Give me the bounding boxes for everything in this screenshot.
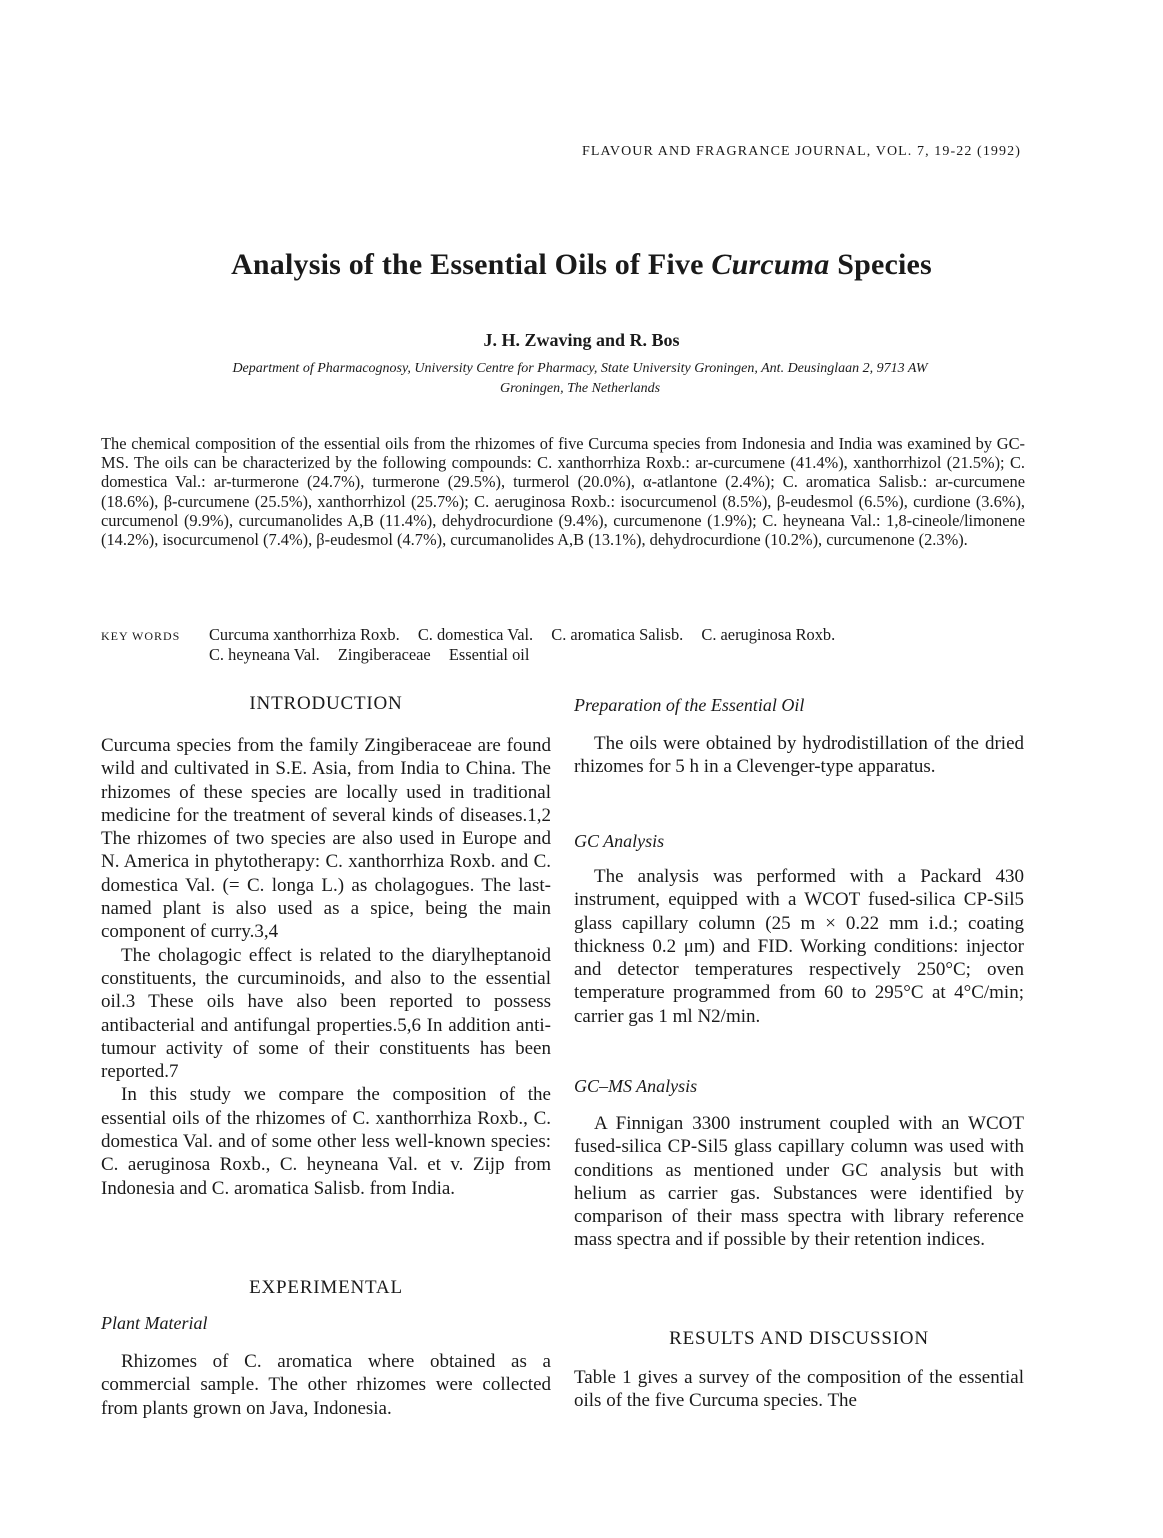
gc-body <box>574 865 1024 1028</box>
title-part: Analysis of the Essential Oils of Five <box>231 248 712 281</box>
authors: J. H. Zwaving and R. Bos <box>483 330 680 350</box>
keyword: C. heyneana Val. <box>209 645 320 664</box>
results-body <box>574 1366 1024 1413</box>
introduction-paragraph: Curcuma species from the family Zingiberaceae are found wild and cultivated in S.E. Asia, from India to China. The rhizomes of these species are locally used in traditional medicine for the treatment of several kinds of diseases.1,2 The rhizomes of two species are also used in Europe and N. America in phytotherapy: C. xanthorrhiza Roxb. and C. domestica Val. (= C. longa L.) as cholagogues. The last-named plant is also used as a spice, being the main component of curry.3,4 <box>101 735 551 943</box>
keywords-list <box>209 625 1029 665</box>
plant-material-heading: Plant Material <box>101 1313 208 1333</box>
gcms-heading: GC–MS Analysis <box>574 1076 698 1096</box>
preparation-body <box>574 732 1024 779</box>
affiliation <box>110 359 1050 399</box>
abstract: The chemical composition of the essential oils from the rhizomes of five Curcuma species from Indonesia and India was examined by GC-MS. The oils can be characterized by the following compounds: C. xanthorrhiza Roxb.: ar-curcumene (41.4%), xanthorrhizol (21.5%); C. domestica Val.: ar-turmerone (24.7%), turmerone (29.5%), turmerol (20.0%), α-atlantone (2.4%); C. aromatica Salisb.: ar-curcumene (18.6%), β-curcumene (25.5%), xanthorrhizol (25.7%); C. aeruginosa Roxb.: isocurcumenol (8.5%), β-eudesmol (6.5%), curdione (3.6%), curcumenol (9.9%), curcumanolides A,B (11.4%), dehydrocurdione (9.4%), curcumenone (1.9%); C. heyneana Val.: 1,8-cineole/limonene (14.2%), isocurcumenol (7.4%), β-eudesmol (4.7%), curcumanolides A,B (13.1%), dehydrocurdione (10.2%), curcumenone (2.3%). <box>101 434 1025 550</box>
keyword: Zingiberaceae <box>337 645 431 664</box>
experimental-heading: EXPERIMENTAL <box>249 1277 403 1298</box>
gcms-body <box>574 1112 1024 1252</box>
keyword: Curcuma xanthorrhiza Roxb. <box>209 625 400 644</box>
introduction-body <box>101 734 551 1200</box>
plant-material-body <box>101 1350 551 1420</box>
keyword: C. aromatica Salisb. <box>551 625 684 644</box>
keyword: Essential oil <box>448 645 530 664</box>
preparation-paragraph: The oils were obtained by hydrodistillation of the dried rhizomes for 5 h in a Clevenger-type apparatus. <box>574 733 1024 778</box>
gc-heading: GC Analysis <box>574 831 665 851</box>
preparation-heading: Preparation of the Essential Oil <box>574 695 805 715</box>
keywords-label: KEY WORDS <box>101 629 181 643</box>
introduction-heading: INTRODUCTION <box>249 693 403 714</box>
plant-material-paragraph: Rhizomes of C. aromatica where obtained as a commercial sample. The other rhizomes were collected from plants grown on Java, Indonesia. <box>101 1351 551 1419</box>
paper-title <box>0 248 1163 282</box>
introduction-paragraph: In this study we compare the composition of the essential oils of the rhizomes of C. xanthorrhiza Roxb., C. domestica Val. and of some other less well-known species: C. aeruginosa Roxb., C. heyneana Val. et v. Zijp from Indonesia and C. aromatica Salisb. from India. <box>101 1084 551 1199</box>
affiliation-line: Department of Pharmacognosy, University Centre for Pharmacy, State University Groningen, Ant. Deusinglaan 2, 9713 AW <box>232 361 928 376</box>
results-heading: RESULTS AND DISCUSSION <box>669 1328 929 1349</box>
keyword: C. aeruginosa Roxb. <box>701 625 836 644</box>
introduction-paragraph: The cholagogic effect is related to the diarylheptanoid constituents, the curcuminoids, and also to the essential oil.3 These oils have also been reported to possess antibacterial and antifungal properties.5,6 In addition anti-tumour activity of some of their constituents has been reported.7 <box>101 944 551 1083</box>
gcms-paragraph: A Finnigan 3300 instrument coupled with an WCOT fused-silica CP-Sil5 glass capillary column was used with conditions as mentioned under GC analysis but with helium as carrier gas. Substances were identified by comparison of their mass spectra with library reference mass spectra and if possible by their retention indices. <box>574 1113 1024 1251</box>
results-paragraph: Table 1 gives a survey of the composition of the essential oils of the five Curcuma species. The <box>574 1367 1024 1412</box>
gc-paragraph: The analysis was performed with a Packard 430 instrument, equipped with a WCOT fused-silica CP-Sil5 glass capillary column (25 m × 0.22 mm i.d.; coating thickness 0.2 μm) and FID. Working conditions: injector and detector temperatures respectively 250°C; oven temperature programmed from 60 to 295°C at 4°C/min; carrier gas 1 ml N2/min. <box>574 866 1024 1027</box>
affiliation-line: Groningen, The Netherlands <box>499 381 661 396</box>
keyword: C. domestica Val. <box>417 625 534 644</box>
journal-header: FLAVOUR AND FRAGRANCE JOURNAL, VOL. 7, 19-22 (1992) <box>581 144 1021 159</box>
title-part: Species <box>829 248 932 281</box>
title-genus: Curcuma <box>711 248 830 281</box>
